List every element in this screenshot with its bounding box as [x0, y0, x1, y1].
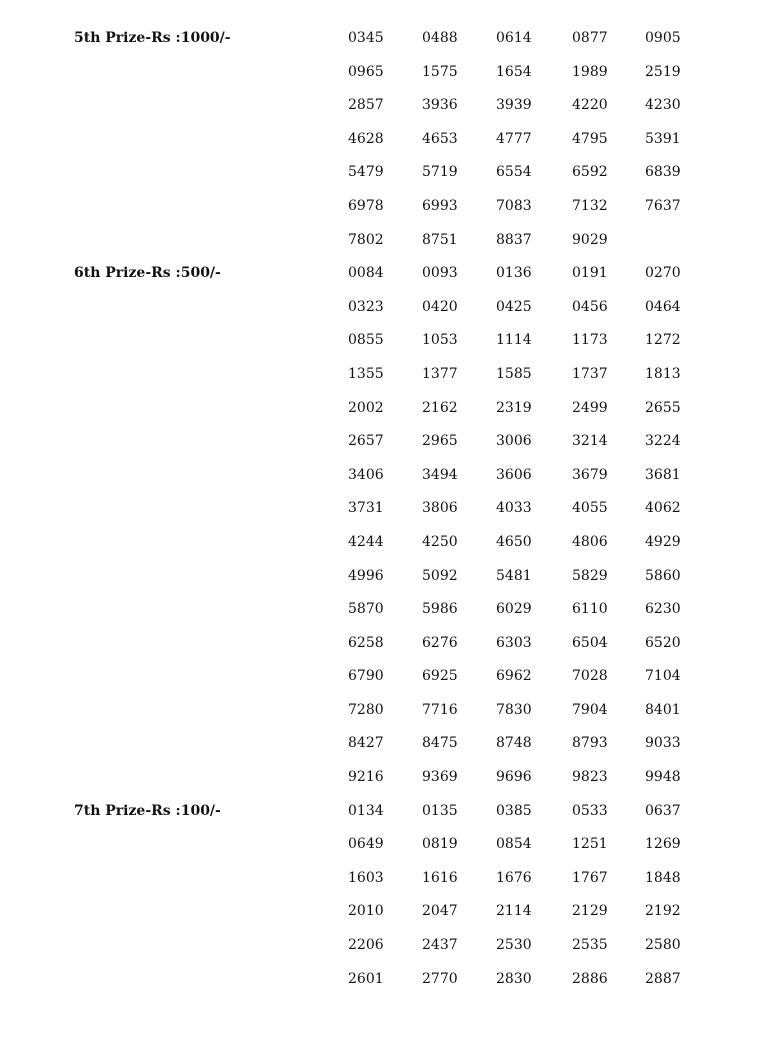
winning-number: 0649 — [348, 836, 384, 853]
winning-number: 1813 — [645, 365, 681, 382]
winning-number: 4250 — [422, 533, 458, 550]
number-row — [0, 560, 759, 594]
winning-number: 9696 — [496, 769, 532, 786]
prize-section — [0, 257, 759, 795]
winning-number: 5719 — [422, 164, 458, 181]
winning-number: 2047 — [422, 903, 458, 920]
winning-number: 4628 — [348, 130, 384, 147]
winning-number: 0385 — [496, 802, 532, 819]
winning-number: 4996 — [348, 567, 384, 584]
number-row — [0, 257, 759, 291]
number-row — [0, 761, 759, 795]
winning-number: 3224 — [645, 433, 681, 450]
number-row — [0, 156, 759, 190]
winning-number: 1269 — [645, 836, 681, 853]
winning-number: 0456 — [572, 298, 608, 315]
winning-number: 0345 — [348, 30, 384, 46]
winning-number: 6230 — [645, 601, 681, 618]
prize-label: 6th Prize-Rs :500/- — [74, 265, 221, 282]
winning-number: 0136 — [496, 265, 532, 282]
winning-number: 2830 — [496, 970, 532, 987]
winning-number: 9033 — [645, 735, 681, 752]
number-row — [0, 324, 759, 358]
winning-number: 0464 — [645, 298, 681, 315]
winning-number: 5479 — [348, 164, 384, 181]
winning-number: 2162 — [422, 399, 458, 416]
winning-number: 9216 — [348, 769, 384, 786]
winning-number: 7104 — [645, 668, 681, 685]
winning-number: 8427 — [348, 735, 384, 752]
winning-number: 2192 — [645, 903, 681, 920]
winning-number: 0323 — [348, 298, 384, 315]
winning-number: 0420 — [422, 298, 458, 315]
winning-number: 3939 — [496, 97, 532, 114]
winning-number: 3679 — [572, 466, 608, 483]
winning-number: 0877 — [572, 30, 608, 46]
winning-number: 6925 — [422, 668, 458, 685]
winning-number: 0425 — [496, 298, 532, 315]
winning-number: 5860 — [645, 567, 681, 584]
prize-section — [0, 22, 759, 257]
winning-number: 7083 — [496, 197, 532, 214]
winning-number: 8751 — [422, 231, 458, 248]
winning-number: 1767 — [572, 869, 608, 886]
number-row — [0, 694, 759, 728]
winning-number: 6303 — [496, 634, 532, 651]
winning-number: 8401 — [645, 701, 681, 718]
number-row — [0, 291, 759, 325]
winning-number: 3494 — [422, 466, 458, 483]
winning-number: 2965 — [422, 433, 458, 450]
number-row — [0, 492, 759, 526]
winning-number: 6962 — [496, 668, 532, 685]
winning-number: 6790 — [348, 668, 384, 685]
winning-number: 0093 — [422, 265, 458, 282]
winning-number: 4033 — [496, 500, 532, 517]
winning-number: 2010 — [348, 903, 384, 920]
winning-number: 4062 — [645, 500, 681, 517]
winning-number: 0270 — [645, 265, 681, 282]
number-row — [0, 89, 759, 123]
number-row — [0, 123, 759, 157]
winning-number: 5829 — [572, 567, 608, 584]
winning-number: 7280 — [348, 701, 384, 718]
number-row — [0, 358, 759, 392]
winning-number: 4929 — [645, 533, 681, 550]
winning-number: 7028 — [572, 668, 608, 685]
winning-number: 4806 — [572, 533, 608, 550]
winning-number: 4230 — [645, 97, 681, 114]
winning-number: 5870 — [348, 601, 384, 618]
winning-number: 0191 — [572, 265, 608, 282]
winning-number: 2437 — [422, 937, 458, 954]
prize-label: 5th Prize-Rs :1000/- — [74, 30, 231, 46]
winning-number: 1654 — [496, 63, 532, 80]
number-row — [0, 593, 759, 627]
number-row — [0, 56, 759, 90]
winning-number: 7716 — [422, 701, 458, 718]
prize-results-sheet — [0, 22, 759, 996]
winning-number: 1616 — [422, 869, 458, 886]
winning-number: 7802 — [348, 231, 384, 248]
winning-number: 3936 — [422, 97, 458, 114]
winning-number: 2499 — [572, 399, 608, 416]
winning-number: 1377 — [422, 365, 458, 382]
winning-number: 3406 — [348, 466, 384, 483]
winning-number: 0488 — [422, 30, 458, 46]
number-row — [0, 963, 759, 997]
winning-number: 6993 — [422, 197, 458, 214]
winning-number: 2530 — [496, 937, 532, 954]
winning-number: 3606 — [496, 466, 532, 483]
winning-number: 3731 — [348, 500, 384, 517]
winning-number: 0965 — [348, 63, 384, 80]
winning-number: 4650 — [496, 533, 532, 550]
winning-number: 2580 — [645, 937, 681, 954]
winning-number: 1585 — [496, 365, 532, 382]
winning-number: 0084 — [348, 265, 384, 282]
number-row — [0, 895, 759, 929]
number-row — [0, 929, 759, 963]
winning-number: 0614 — [496, 30, 532, 46]
winning-number: 1251 — [572, 836, 608, 853]
winning-number: 1272 — [645, 332, 681, 349]
winning-number: 2129 — [572, 903, 608, 920]
number-row — [0, 190, 759, 224]
winning-number: 2002 — [348, 399, 384, 416]
winning-number: 2886 — [572, 970, 608, 987]
winning-number: 2114 — [496, 903, 532, 920]
number-row — [0, 392, 759, 426]
winning-number: 0819 — [422, 836, 458, 853]
winning-number: 2857 — [348, 97, 384, 114]
winning-number: 2206 — [348, 937, 384, 954]
winning-number: 5986 — [422, 601, 458, 618]
winning-number: 8837 — [496, 231, 532, 248]
winning-number: 4220 — [572, 97, 608, 114]
winning-number: 3006 — [496, 433, 532, 450]
winning-number: 9369 — [422, 769, 458, 786]
winning-number: 2601 — [348, 970, 384, 987]
winning-number: 5092 — [422, 567, 458, 584]
winning-number: 2655 — [645, 399, 681, 416]
winning-number: 0135 — [422, 802, 458, 819]
winning-number: 7637 — [645, 197, 681, 214]
prize-section — [0, 795, 759, 997]
winning-number: 5391 — [645, 130, 681, 147]
winning-number: 8475 — [422, 735, 458, 752]
winning-number: 9823 — [572, 769, 608, 786]
winning-number: 0905 — [645, 30, 681, 46]
winning-number: 4795 — [572, 130, 608, 147]
winning-number: 4777 — [496, 130, 532, 147]
prize-label: 7th Prize-Rs :100/- — [74, 802, 221, 819]
number-row — [0, 795, 759, 829]
winning-number: 1603 — [348, 869, 384, 886]
winning-number: 2887 — [645, 970, 681, 987]
number-row — [0, 727, 759, 761]
winning-number: 4055 — [572, 500, 608, 517]
winning-number: 7830 — [496, 701, 532, 718]
winning-number: 1114 — [496, 332, 532, 349]
winning-number: 1355 — [348, 365, 384, 382]
number-row — [0, 862, 759, 896]
number-row — [0, 627, 759, 661]
winning-number: 0134 — [348, 802, 384, 819]
winning-number: 4653 — [422, 130, 458, 147]
winning-number: 0637 — [645, 802, 681, 819]
number-row — [0, 224, 759, 258]
winning-number: 8748 — [496, 735, 532, 752]
winning-number: 6978 — [348, 197, 384, 214]
winning-number: 3214 — [572, 433, 608, 450]
winning-number: 2770 — [422, 970, 458, 987]
number-row — [0, 828, 759, 862]
winning-number: 1575 — [422, 63, 458, 80]
winning-number: 6839 — [645, 164, 681, 181]
winning-number: 0854 — [496, 836, 532, 853]
winning-number: 6592 — [572, 164, 608, 181]
winning-number: 6258 — [348, 634, 384, 651]
winning-number: 6276 — [422, 634, 458, 651]
winning-number: 2319 — [496, 399, 532, 416]
winning-number: 6029 — [496, 601, 532, 618]
winning-number: 1053 — [422, 332, 458, 349]
winning-number: 7904 — [572, 701, 608, 718]
winning-number: 8793 — [572, 735, 608, 752]
winning-number: 7132 — [572, 197, 608, 214]
winning-number: 6520 — [645, 634, 681, 651]
number-row — [0, 660, 759, 694]
winning-number: 2519 — [645, 63, 681, 80]
winning-number: 1173 — [572, 332, 608, 349]
winning-number: 9948 — [645, 769, 681, 786]
winning-number: 9029 — [572, 231, 608, 248]
winning-number: 2657 — [348, 433, 384, 450]
winning-number: 3681 — [645, 466, 681, 483]
winning-number: 2535 — [572, 937, 608, 954]
winning-number: 0533 — [572, 802, 608, 819]
winning-number: 3806 — [422, 500, 458, 517]
number-row — [0, 459, 759, 493]
winning-number: 6110 — [572, 601, 608, 618]
winning-number: 1737 — [572, 365, 608, 382]
winning-number: 5481 — [496, 567, 532, 584]
winning-number: 4244 — [348, 533, 384, 550]
winning-number: 6554 — [496, 164, 532, 181]
winning-number: 6504 — [572, 634, 608, 651]
winning-number: 1848 — [645, 869, 681, 886]
number-row — [0, 425, 759, 459]
winning-number: 1676 — [496, 869, 532, 886]
number-row — [0, 22, 759, 56]
winning-number: 1989 — [572, 63, 608, 80]
number-row — [0, 526, 759, 560]
winning-number: 0855 — [348, 332, 384, 349]
